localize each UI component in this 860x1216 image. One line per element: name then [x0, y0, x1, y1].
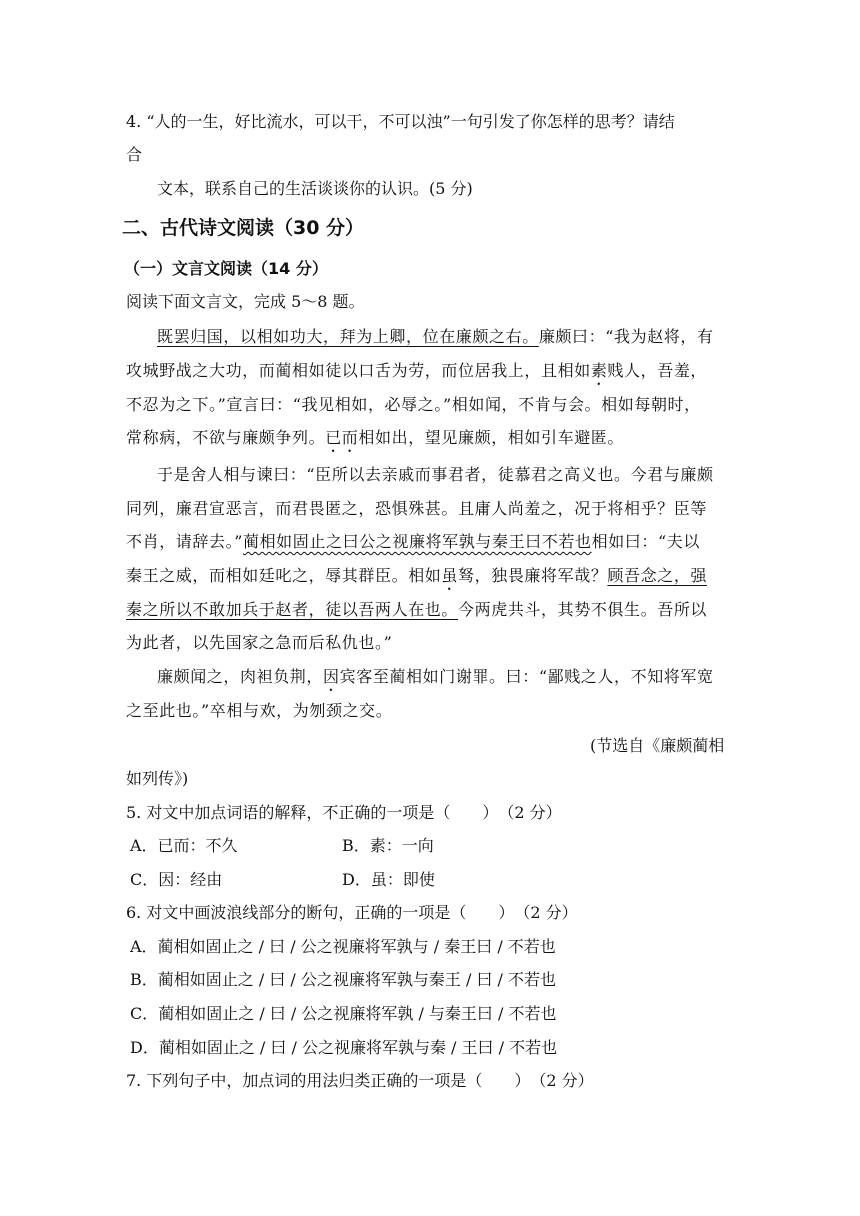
text-span: 贱人，吾羞，	[607, 361, 708, 380]
passage-p1-line-4	[126, 428, 624, 456]
passage-p2-line-2: 同列，廉君宣恶言，而君畏匿之，恐惧殊甚。且庸人尚羞之，况于将相乎？臣等	[126, 499, 708, 518]
text-span: 不肖，请辞去。”	[126, 532, 243, 551]
passage-p1-line-1	[157, 327, 714, 347]
text-span: 相如曰：“夫以	[591, 532, 700, 551]
q5-option-d: D．虽：即使	[342, 870, 435, 889]
q6-stem: 6. 对文中画波浪线部分的断句，正确的一项是（ ） （2 分）	[126, 903, 578, 922]
text-span: 宾客至蔺相如门谢罪。曰：“鄙贱之人，不知将军宽	[339, 667, 714, 686]
text-span: 驽，独畏廉将军哉？	[458, 566, 608, 585]
dotted-word-sui: 虽	[441, 566, 459, 585]
q4-line-3: 文本，联系自己的生活谈谈你的认识。(5 分)	[157, 179, 473, 198]
passage-p3-line-2: 之至此也。”卒相与欢，为刎颈之交。	[126, 701, 393, 720]
section-2-heading: 二、古代诗文阅读（30 分）	[122, 217, 365, 239]
q4-line-2: 合	[126, 145, 143, 164]
q6-option-d: D．蔺相如固止之 / 曰 / 公之视廉将军孰与秦 / 王曰 / 不若也	[130, 1038, 558, 1057]
underlined-sentence-2-start: 顾吾念之，强	[607, 566, 708, 585]
underlined-sentence-2-end: 秦之所以不敢加兵于赵者，徒以吾两人在也。	[126, 600, 459, 619]
q5-option-c: C．因：经由	[130, 870, 223, 889]
text-span: 今两虎共斗，其势不俱生。吾所以	[458, 600, 708, 619]
text-span: 攻城野战之大功，而蔺相如徒以口舌为劳，而位居我上，且相如	[126, 361, 591, 380]
text-span: 常称病，不欲与廉颇争列。	[126, 428, 326, 447]
passage-p2-line-6: 为此者，以先国家之急而后私仇也。”	[126, 633, 393, 652]
q6-option-b: B．蔺相如固止之 / 曰 / 公之视廉将军孰与秦王 / 曰 / 不若也	[130, 970, 557, 989]
passage-p1-line-2	[126, 361, 707, 389]
reading-instruction: 阅读下面文言文，完成 5～8 题。	[126, 292, 365, 311]
q7-stem: 7. 下列句子中，加点词的用法归类正确的一项是（ ） （2 分）	[126, 1071, 594, 1090]
subsection-1-heading: （一）文言文阅读（14 分）	[124, 259, 328, 278]
dotted-word-yier: 已而	[325, 428, 359, 447]
passage-p2-line-1: 于是舍人相与谏曰：“臣所以去亲戚而事君者，徒慕君之高义也。今君与廉颇	[157, 465, 714, 484]
passage-p2-line-4	[126, 566, 707, 594]
text-span: 廉颇闻之，肉袒负荆，	[157, 667, 324, 686]
dotted-word-yin: 因	[323, 667, 340, 686]
q6-option-c: C．蔺相如固止之 / 曰 / 公之视廉将军孰 / 与秦王曰 / 不若也	[130, 1004, 557, 1023]
q6-option-a: A．蔺相如固止之 / 曰 / 公之视廉将军孰与 / 秦王曰 / 不若也	[130, 937, 556, 956]
source-attribution-line-2: 如列传》)	[126, 769, 189, 788]
text-span: 廉颇曰：“我为赵将，有	[538, 327, 714, 346]
passage-p3-line-1	[157, 667, 714, 695]
q4-line-1: 4. “人的一生，好比流水，可以干，不可以浊”一句引发了你怎样的思考？请结	[126, 112, 675, 131]
q5-option-a: A．已而：不久	[130, 836, 238, 855]
passage-p2-line-5	[126, 600, 707, 620]
source-attribution-line-1: (节选自《廉颇蔺相	[590, 736, 725, 755]
text-span: 相如出，望见廉颇，相如引车避匿。	[358, 428, 625, 447]
q5-option-b: B．素：一向	[342, 836, 434, 855]
underlined-sentence-1: 既罢归国，以相如功大，拜为上卿，位在廉颇之右。	[157, 327, 539, 346]
passage-p2-line-3	[126, 532, 700, 552]
text-span: 秦王之威，而相如廷叱之，辱其群臣。相如	[126, 566, 442, 585]
wavy-underlined-sentence: 蔺相如固止之曰公之视廉将军孰与秦王曰不若也	[242, 532, 592, 551]
passage-p1-line-3: 不忍为之下。”宣言曰：“我见相如，必辱之。”相如闻，不肯与会。相如每朝时，	[126, 395, 701, 414]
dotted-word-su: 素	[590, 361, 608, 380]
q5-stem: 5. 对文中加点词语的解释，不正确的一项是（ ） （2 分）	[126, 803, 562, 822]
